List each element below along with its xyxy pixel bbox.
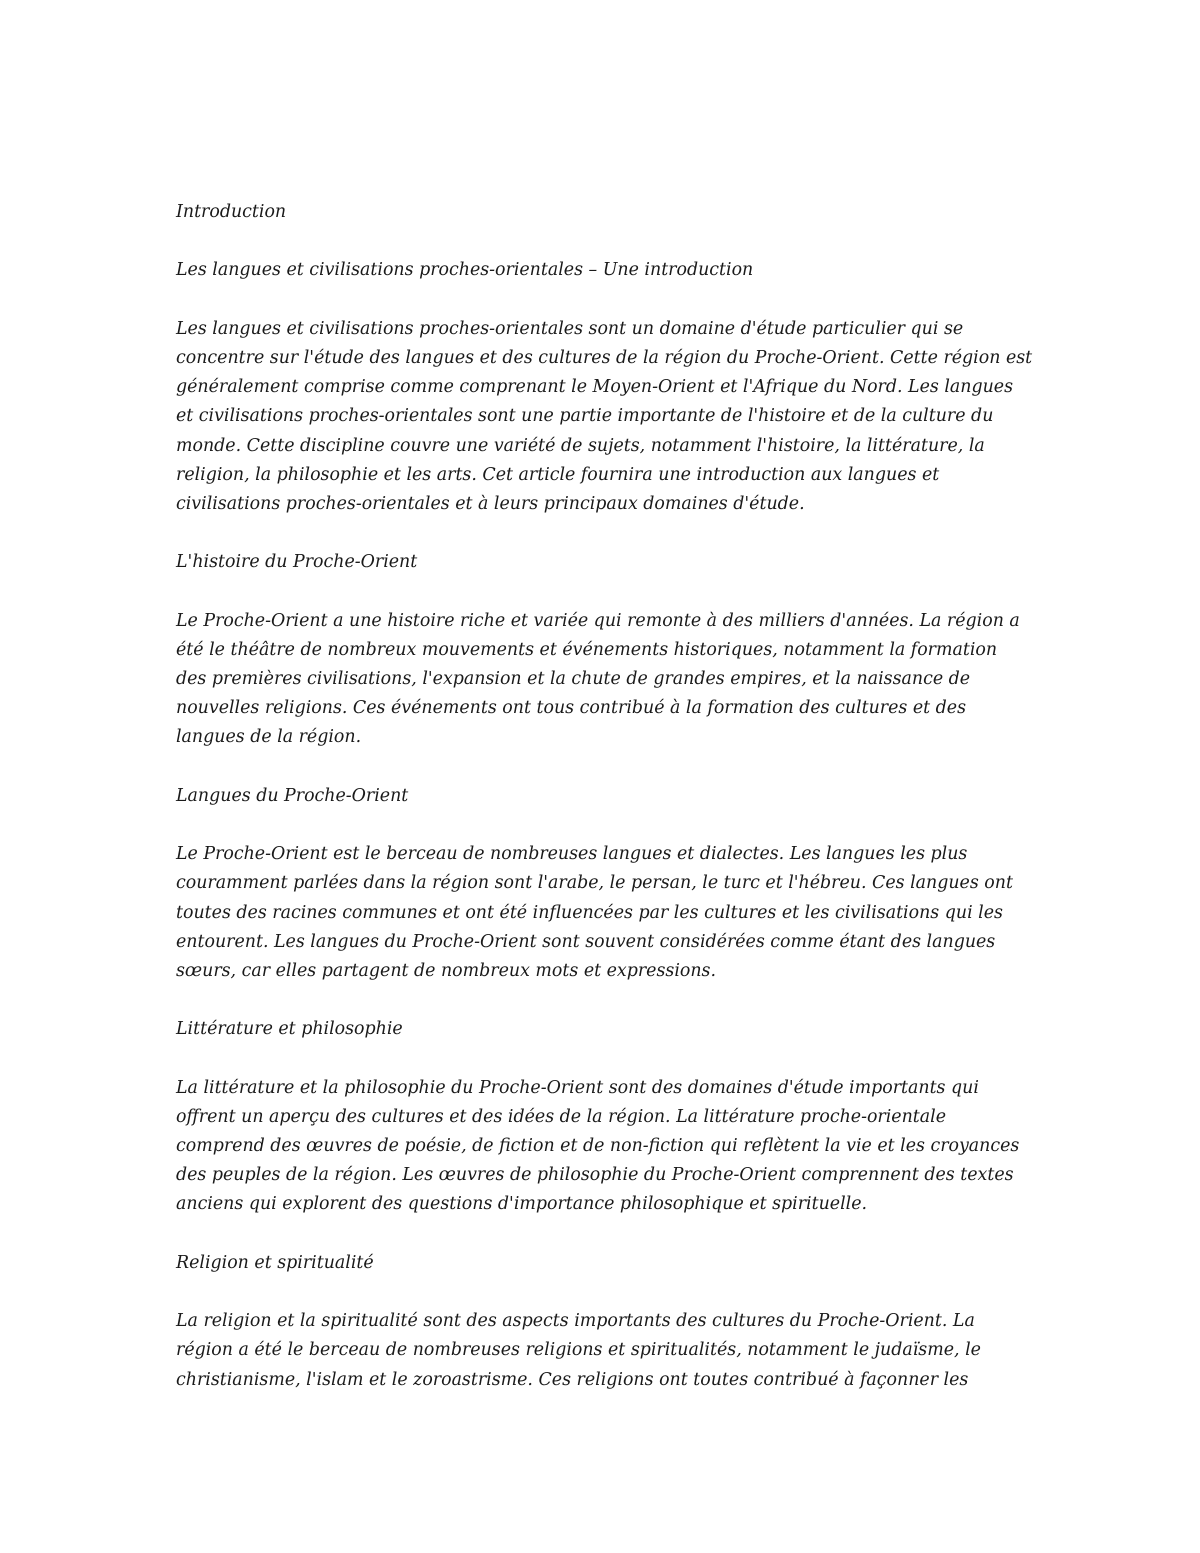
paragraph-line: région a été le berceau de nombreuses religions et spiritualités, notamment le judaïsme, le <box>176 1340 981 1361</box>
heading-history: L'histoire du Proche-Orient <box>176 552 418 573</box>
paragraph-line: anciens qui explorent des questions d'importance philosophique et spirituelle. <box>176 1194 868 1215</box>
heading-religion: Religion et spiritualité <box>176 1252 374 1273</box>
paragraph-line: La religion et la spiritualité sont des aspects importants des cultures du Proche-Orient. La <box>176 1311 975 1332</box>
paragraph-line: civilisations proches-orientales et à leurs principaux domaines d'étude. <box>176 493 805 514</box>
paragraph-introduction <box>176 315 1036 519</box>
paragraph-line: La littérature et la philosophie du Proche-Orient sont des domaines d'étude importants qui <box>176 1077 979 1098</box>
paragraph-line: des peuples de la région. Les œuvres de philosophie du Proche-Orient comprennent des textes <box>176 1165 1014 1186</box>
paragraph-line: Le Proche-Orient a une histoire riche et variée qui remonte à des milliers d'années. La région a <box>176 610 1020 631</box>
paragraph-line: couramment parlées dans la région sont l'arabe, le persan, le turc et l'hébreu. Ces langues ont <box>176 873 1013 894</box>
paragraph-line: concentre sur l'étude des langues et des cultures de la région du Proche-Orient. Cette région est <box>176 347 1033 368</box>
paragraph-languages <box>176 840 1036 986</box>
paragraph-line: monde. Cette discipline couvre une variété de sujets, notamment l'histoire, la littérature, la <box>176 435 985 456</box>
paragraph-line: nouvelles religions. Ces événements ont tous contribué à la formation des cultures et des <box>176 698 966 719</box>
paragraph-line: comprend des œuvres de poésie, de fiction et de non-fiction qui reflètent la vie et les croyances <box>176 1136 1020 1156</box>
paragraph-history <box>176 607 1036 753</box>
paragraph-line: religion, la philosophie et les arts. Cet article fournira une introduction aux langues et <box>176 464 940 485</box>
paragraph-line: Les langues et civilisations proches-orientales sont un domaine d'étude particulier qui se <box>176 318 964 339</box>
document-body <box>176 198 1036 1395</box>
heading-literature: Littérature et philosophie <box>176 1019 403 1040</box>
paragraph-religion <box>176 1307 1036 1395</box>
paragraph-line: langues de la région. <box>176 727 362 748</box>
paragraph-line: sœurs, car elles partagent de nombreux mots et expressions. <box>176 960 717 981</box>
paragraph-line: toutes des racines communes et ont été influencées par les cultures et les civilisations qui les <box>176 902 1003 923</box>
paragraph-line: des premières civilisations, l'expansion et la chute de grandes empires, et la naissance de <box>176 669 971 689</box>
paragraph-line: et civilisations proches-orientales sont une partie importante de l'histoire et de la culture du <box>176 406 994 427</box>
paragraph-line: été le théâtre de nombreux mouvements et événements historiques, notamment la formation <box>176 639 998 660</box>
paragraph-line: Le Proche-Orient est le berceau de nombreuses langues et dialectes. Les langues les plus <box>176 844 968 865</box>
heading-introduction: Introduction <box>176 202 287 222</box>
paragraph-line: généralement comprise comme comprenant le Moyen-Orient et l'Afrique du Nord. Les langues <box>176 377 1014 398</box>
paragraph-literature <box>176 1074 1036 1220</box>
paragraph-line: entourent. Les langues du Proche-Orient sont souvent considérées comme étant des langues <box>176 931 996 952</box>
heading-languages: Langues du Proche-Orient <box>176 785 409 806</box>
paragraph-line: christianisme, l'islam et le zoroastrisme. Ces religions ont toutes contribué à façonner les <box>176 1369 969 1390</box>
paragraph-line: offrent un aperçu des cultures et des idées de la région. La littérature proche-orientale <box>176 1106 947 1127</box>
document-subtitle: Les langues et civilisations proches-orientales – Une introduction <box>176 260 754 281</box>
